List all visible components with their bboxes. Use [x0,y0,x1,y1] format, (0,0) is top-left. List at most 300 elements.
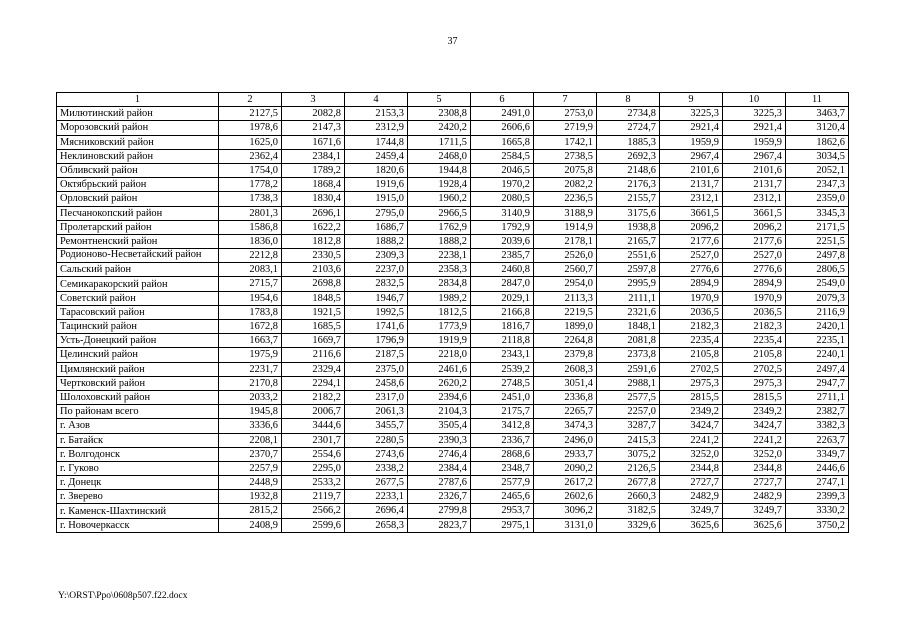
table-cell: 1812,5 [408,305,471,319]
table-cell: 1622,2 [282,220,345,234]
table-cell: 2171,5 [786,220,849,234]
table-cell: 1970,9 [660,291,723,305]
table-cell: 2265,7 [534,405,597,419]
table-cell: 3182,5 [597,504,660,518]
table-cell: 2491,0 [471,107,534,121]
table-cell: 2408,9 [219,518,282,532]
table-row [57,376,849,390]
table-cell: 2776,6 [723,263,786,277]
table-cell: 2608,3 [534,362,597,376]
table-cell: 3424,7 [723,419,786,433]
row-label: Ремонтненский район [57,234,219,248]
table-cell: 2584,5 [471,149,534,163]
table-cell: 1848,5 [282,291,345,305]
table-cell: 1783,8 [219,305,282,319]
table-cell: 2734,8 [597,107,660,121]
table-cell: 1914,9 [534,220,597,234]
table-cell: 2301,7 [282,433,345,447]
table-cell: 1741,6 [345,320,408,334]
table-cell: 2746,4 [408,447,471,461]
file-path-footer: Y:\ORST\Ppo\0608p507.f22.docx [58,591,188,601]
table-cell: 2308,8 [408,107,471,121]
table-cell: 2806,5 [786,263,849,277]
table-cell: 2036,5 [723,305,786,319]
table-cell: 2496,0 [534,433,597,447]
table-cell: 2748,5 [471,376,534,390]
table-cell: 1919,6 [345,178,408,192]
table-cell: 2446,6 [786,461,849,475]
table-cell: 2382,7 [786,405,849,419]
row-label: Морозовский район [57,121,219,135]
table-cell: 1812,8 [282,234,345,248]
table-cell: 2218,0 [408,348,471,362]
table-cell: 1944,8 [408,163,471,177]
row-label: Семикаракорский район [57,277,219,291]
table-cell: 3252,0 [660,447,723,461]
data-table [56,92,849,533]
table-cell: 1932,8 [219,490,282,504]
table-cell: 2153,3 [345,107,408,121]
table-cell: 1796,9 [345,334,408,348]
table-cell: 2033,2 [219,390,282,404]
table-cell: 2241,2 [723,433,786,447]
row-label: Песчанокопский район [57,206,219,220]
column-header-7: 7 [534,93,597,107]
table-cell: 2321,6 [597,305,660,319]
table-row [57,348,849,362]
table-cell: 2497,8 [786,249,849,263]
row-label: г. Зверево [57,490,219,504]
row-label: Шолоховский район [57,390,219,404]
table-cell: 1992,5 [345,305,408,319]
table-cell: 2497,4 [786,362,849,376]
table-cell: 2236,5 [534,192,597,206]
column-header-5: 5 [408,93,471,107]
table-cell: 3175,6 [597,206,660,220]
table-row [57,163,849,177]
table-cell: 1868,4 [282,178,345,192]
table-cell: 3131,0 [534,518,597,532]
table-cell: 2677,8 [597,476,660,490]
table-cell: 2399,3 [786,490,849,504]
table-cell: 2344,8 [660,461,723,475]
table-cell: 3330,2 [786,504,849,518]
table-cell: 2554,6 [282,447,345,461]
table-cell: 2933,7 [534,447,597,461]
table-cell: 2459,4 [345,149,408,163]
table-cell: 2312,1 [723,192,786,206]
table-cell: 2660,3 [597,490,660,504]
table-cell: 2155,7 [597,192,660,206]
table-row [57,320,849,334]
table-cell: 2104,3 [408,405,471,419]
table-cell: 1663,7 [219,334,282,348]
table-cell: 2373,8 [597,348,660,362]
table-cell: 2330,5 [282,249,345,263]
table-cell: 2967,4 [723,149,786,163]
table-cell: 2083,1 [219,263,282,277]
table-cell: 2182,3 [723,320,786,334]
table-cell: 2052,1 [786,163,849,177]
table-cell: 2602,6 [534,490,597,504]
table-cell: 2096,2 [723,220,786,234]
row-label: г. Азов [57,419,219,433]
table-cell: 1836,0 [219,234,282,248]
table-cell: 2894,9 [660,277,723,291]
row-label: Чертковский район [57,376,219,390]
table-cell: 2280,5 [345,433,408,447]
table-cell: 2527,0 [723,249,786,263]
table-cell: 3463,7 [786,107,849,121]
table-cell: 2257,0 [597,405,660,419]
column-header-3: 3 [282,93,345,107]
table-row [57,135,849,149]
table-cell: 2375,0 [345,362,408,376]
table-cell: 3075,2 [597,447,660,461]
table-cell: 2988,1 [597,376,660,390]
table-cell: 2101,6 [723,163,786,177]
table-cell: 2954,0 [534,277,597,291]
table-cell: 2747,1 [786,476,849,490]
table-cell: 2118,8 [471,334,534,348]
table-cell: 2264,8 [534,334,597,348]
row-label: Усть-Донецкий район [57,334,219,348]
table-cell: 2113,3 [534,291,597,305]
table-cell: 3444,6 [282,419,345,433]
table-cell: 1945,8 [219,405,282,419]
table-cell: 2727,7 [660,476,723,490]
table-cell: 2105,8 [660,348,723,362]
table-cell: 2787,6 [408,476,471,490]
table-cell: 3249,7 [723,504,786,518]
table-cell: 2385,7 [471,249,534,263]
table-cell: 2420,1 [786,320,849,334]
table-cell: 1899,0 [534,320,597,334]
table-cell: 2148,6 [597,163,660,177]
table-row [57,305,849,319]
table-cell: 3120,4 [786,121,849,135]
table-cell: 1975,9 [219,348,282,362]
table-cell: 1970,9 [723,291,786,305]
table-cell: 1665,8 [471,135,534,149]
row-label: По районам всего [57,405,219,419]
table-row [57,291,849,305]
row-label: г. Батайск [57,433,219,447]
table-cell: 2046,5 [471,163,534,177]
table-cell: 2815,5 [660,390,723,404]
table-row [57,178,849,192]
table-cell: 2975,3 [660,376,723,390]
table-cell: 2233,1 [345,490,408,504]
table-cell: 3505,4 [408,419,471,433]
table-cell: 1685,5 [282,320,345,334]
table-cell: 2719,9 [534,121,597,135]
column-header-8: 8 [597,93,660,107]
table-cell: 3287,7 [597,419,660,433]
table-row [57,490,849,504]
table-cell: 2415,3 [597,433,660,447]
table-cell: 1778,2 [219,178,282,192]
table-cell: 2235,1 [786,334,849,348]
table-cell: 1919,9 [408,334,471,348]
row-label: Обливский район [57,163,219,177]
table-row [57,263,849,277]
table-cell: 2082,8 [282,107,345,121]
table-cell: 2801,3 [219,206,282,220]
table-cell: 3455,7 [345,419,408,433]
table-cell: 2953,7 [471,504,534,518]
table-cell: 2482,9 [723,490,786,504]
table-cell: 2336,8 [534,390,597,404]
table-cell: 1862,6 [786,135,849,149]
table-row [57,334,849,348]
table-cell: 2947,7 [786,376,849,390]
table-cell: 2370,7 [219,447,282,461]
table-cell: 1848,1 [597,320,660,334]
row-label: Тарасовский район [57,305,219,319]
table-cell: 2696,1 [282,206,345,220]
table-cell: 2182,3 [660,320,723,334]
table-cell: 2696,4 [345,504,408,518]
table-cell: 2465,6 [471,490,534,504]
table-cell: 2599,6 [282,518,345,532]
table-cell: 3382,3 [786,419,849,433]
table-cell: 2131,7 [660,178,723,192]
table-cell: 2126,5 [597,461,660,475]
table-cell: 2348,7 [471,461,534,475]
table-cell: 2344,8 [723,461,786,475]
table-cell: 2743,6 [345,447,408,461]
table-cell: 2606,6 [471,121,534,135]
table-cell: 2921,4 [660,121,723,135]
table-row [57,249,849,263]
row-label: г. Гуково [57,461,219,475]
row-label: Милютинский район [57,107,219,121]
table-cell: 2312,9 [345,121,408,135]
table-cell: 2329,4 [282,362,345,376]
table-cell: 2175,7 [471,405,534,419]
table-cell: 1915,0 [345,192,408,206]
table-cell: 2738,5 [534,149,597,163]
column-header-11: 11 [786,93,849,107]
column-header-2: 2 [219,93,282,107]
table-cell: 1820,6 [345,163,408,177]
table-row [57,149,849,163]
table-cell: 1816,7 [471,320,534,334]
table-cell: 3034,5 [786,149,849,163]
table-cell: 3336,6 [219,419,282,433]
table-cell: 2460,8 [471,263,534,277]
table-cell: 2702,5 [660,362,723,376]
row-label: Родионово-Несветайский район [57,249,219,263]
column-header-10: 10 [723,93,786,107]
table-cell: 1586,8 [219,220,282,234]
page-number: 37 [447,36,458,47]
table-cell: 2823,7 [408,518,471,532]
table-cell: 2975,3 [723,376,786,390]
table-cell: 1762,9 [408,220,471,234]
table-cell: 1671,6 [282,135,345,149]
table-cell: 2658,3 [345,518,408,532]
table-cell: 2448,9 [219,476,282,490]
table-body [57,107,849,533]
table-cell: 2390,3 [408,433,471,447]
table-cell: 1888,2 [345,234,408,248]
row-label: Октябрьский район [57,178,219,192]
table-cell: 3661,5 [660,206,723,220]
table-cell: 1792,9 [471,220,534,234]
table-cell: 2079,3 [786,291,849,305]
table-cell: 2384,1 [282,149,345,163]
table-cell: 2127,5 [219,107,282,121]
table-cell: 2815,5 [723,390,786,404]
table-cell: 3661,5 [723,206,786,220]
table-cell: 2597,8 [597,263,660,277]
table-cell: 2182,2 [282,390,345,404]
table-cell: 2549,0 [786,277,849,291]
table-cell: 3096,2 [534,504,597,518]
table-row [57,461,849,475]
table-cell: 2727,7 [723,476,786,490]
table-cell: 2178,1 [534,234,597,248]
table-cell: 2868,6 [471,447,534,461]
table-row [57,362,849,376]
table-cell: 2317,0 [345,390,408,404]
table-cell: 3349,7 [786,447,849,461]
table-cell: 2165,7 [597,234,660,248]
table-cell: 2131,7 [723,178,786,192]
table-row [57,433,849,447]
row-label: Целинский район [57,348,219,362]
table-cell: 2894,9 [723,277,786,291]
table-cell: 1954,6 [219,291,282,305]
table-cell: 2347,3 [786,178,849,192]
table-cell: 2235,4 [660,334,723,348]
table-cell: 2061,3 [345,405,408,419]
table-cell: 3625,6 [723,518,786,532]
table-cell: 2170,8 [219,376,282,390]
table-cell: 2551,6 [597,249,660,263]
table-row [57,107,849,121]
column-header-1: 1 [57,93,219,107]
table-cell: 2468,0 [408,149,471,163]
table-cell: 2312,1 [660,192,723,206]
table-cell: 2101,6 [660,163,723,177]
table-cell: 2921,4 [723,121,786,135]
table-cell: 2975,1 [471,518,534,532]
row-label: Пролетарский район [57,220,219,234]
table-cell: 1946,7 [345,291,408,305]
table-cell: 2176,3 [597,178,660,192]
table-cell: 2343,1 [471,348,534,362]
table-row [57,476,849,490]
table-cell: 1928,4 [408,178,471,192]
table-cell: 2384,4 [408,461,471,475]
table-cell: 2566,2 [282,504,345,518]
table-cell: 1754,0 [219,163,282,177]
table-cell: 2187,5 [345,348,408,362]
table-cell: 2166,8 [471,305,534,319]
table-cell: 1989,2 [408,291,471,305]
table-cell: 2119,7 [282,490,345,504]
table-cell: 2263,7 [786,433,849,447]
table-cell: 2208,1 [219,433,282,447]
table-cell: 1773,9 [408,320,471,334]
table-cell: 2219,5 [534,305,597,319]
table-cell: 2724,7 [597,121,660,135]
table-cell: 2294,1 [282,376,345,390]
table-cell: 2238,1 [408,249,471,263]
column-header-9: 9 [660,93,723,107]
table-cell: 2336,7 [471,433,534,447]
table-cell: 3474,3 [534,419,597,433]
table-cell: 2111,1 [597,291,660,305]
table-cell: 2458,6 [345,376,408,390]
table-cell: 2776,6 [660,263,723,277]
table-cell: 3412,8 [471,419,534,433]
table-cell: 1960,2 [408,192,471,206]
table-cell: 1686,7 [345,220,408,234]
table-cell: 3249,7 [660,504,723,518]
table-row [57,220,849,234]
table-cell: 1978,6 [219,121,282,135]
table-cell: 2995,9 [597,277,660,291]
table-cell: 2692,3 [597,149,660,163]
table-cell: 2715,7 [219,277,282,291]
table-cell: 2105,8 [723,348,786,362]
table-cell: 1970,2 [471,178,534,192]
table-cell: 1669,7 [282,334,345,348]
table-row [57,206,849,220]
table-cell: 2029,1 [471,291,534,305]
table-cell: 2394,6 [408,390,471,404]
table-cell: 3329,6 [597,518,660,532]
table-cell: 2359,0 [786,192,849,206]
table-cell: 2090,2 [534,461,597,475]
table-cell: 2379,8 [534,348,597,362]
table-cell: 2966,5 [408,206,471,220]
row-label: Цимлянский район [57,362,219,376]
table-cell: 1888,2 [408,234,471,248]
table-cell: 2177,6 [660,234,723,248]
table-cell: 3051,4 [534,376,597,390]
header-row [57,93,849,107]
table-cell: 2212,8 [219,249,282,263]
table-cell: 1625,0 [219,135,282,149]
table-row [57,518,849,532]
table-cell: 2539,2 [471,362,534,376]
table-cell: 2080,5 [471,192,534,206]
table-cell: 2116,9 [786,305,849,319]
table-cell: 3424,7 [660,419,723,433]
table-cell: 2560,7 [534,263,597,277]
row-label: г. Волгодонск [57,447,219,461]
table-cell: 2815,2 [219,504,282,518]
table-cell: 1672,8 [219,320,282,334]
table-cell: 1921,5 [282,305,345,319]
table-cell: 2677,5 [345,476,408,490]
table-cell: 2847,0 [471,277,534,291]
row-label: Неклиновский район [57,149,219,163]
table-cell: 1938,8 [597,220,660,234]
table-cell: 3140,9 [471,206,534,220]
table-cell: 1885,3 [597,135,660,149]
table-row [57,419,849,433]
table-cell: 2349,2 [723,405,786,419]
column-header-4: 4 [345,93,408,107]
table-cell: 3625,6 [660,518,723,532]
table-cell: 2832,5 [345,277,408,291]
